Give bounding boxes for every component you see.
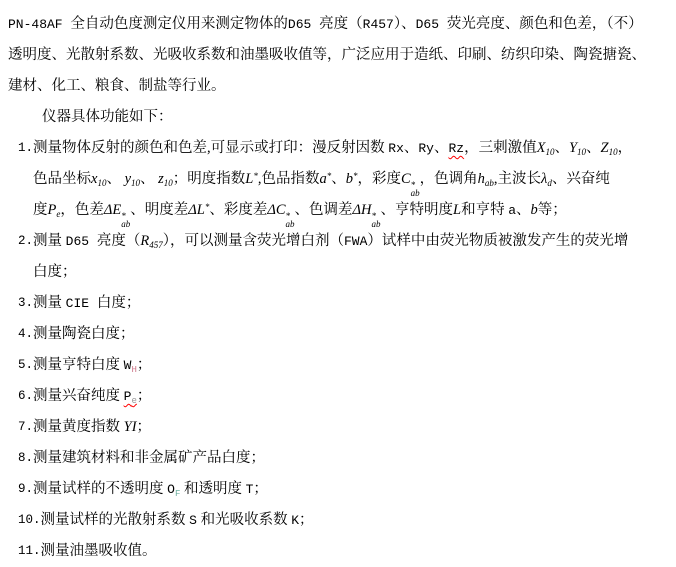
feature-list — [8, 133, 670, 567]
text-line — [33, 226, 670, 257]
text-run: 测量黄度指数 — [33, 419, 124, 435]
text-run: ，彩度 — [357, 171, 401, 187]
text-line — [41, 505, 670, 536]
text-run: 全自动色度测定仪用来测定物体的 — [70, 16, 288, 32]
list-item-body — [33, 133, 670, 229]
text-run: ， — [617, 140, 633, 156]
text-run: T — [245, 482, 254, 497]
list-item — [18, 319, 670, 350]
text-run: Rx — [388, 141, 404, 156]
list-item-number: 3. — [18, 296, 34, 310]
text-run: ，三刺激值 — [464, 140, 537, 156]
text-run: $y_{10}$ — [124, 171, 141, 188]
text-run: K — [291, 513, 300, 528]
text-run: 、兴奋纯 — [551, 171, 610, 187]
list-item-number: 2. — [18, 234, 34, 248]
text-line — [33, 133, 670, 164]
text-run: ； — [136, 419, 152, 435]
text-line — [33, 381, 670, 412]
text-run: ΔC * ab — [267, 202, 295, 229]
text-run: 、 — [516, 202, 531, 218]
text-run: $R_{457}$ — [140, 233, 163, 250]
text-run: ）试样中由荧光物质被激发产生的荧光增 — [367, 233, 629, 249]
text-run: 亮度（ — [319, 16, 363, 32]
text-run: ，色调角 — [419, 171, 478, 187]
text-run: 、 — [331, 171, 346, 187]
list-item — [18, 505, 670, 536]
text-run: Rz — [448, 141, 465, 156]
text-run: $z_{10}$ — [158, 171, 173, 188]
text-run: 、 — [140, 171, 159, 187]
list-item-body — [33, 412, 670, 443]
text-run: 测量兴奋纯度 — [33, 388, 124, 404]
text-run: 亮度（ — [96, 233, 141, 249]
text-run: 测量试样的不透明度 — [33, 481, 168, 497]
text-run: b — [530, 202, 538, 218]
list-item-number: 10. — [18, 513, 41, 527]
text-run: 、 — [433, 140, 449, 156]
text-line — [8, 71, 670, 102]
supsub-stack: * ab — [371, 211, 381, 229]
text-run: ΔL* — [188, 202, 210, 218]
text-run: 测量亨特白度 — [33, 357, 124, 373]
text-run: 荧光亮度、颜色和色差，（不） — [446, 16, 643, 32]
text-run: $\lambda_d$ — [541, 171, 552, 188]
text-run: 、 — [586, 140, 601, 156]
list-item-body — [33, 288, 670, 319]
text-run: 、 — [554, 140, 569, 156]
text-run: 、 — [106, 171, 125, 187]
text-run: L — [453, 202, 462, 218]
text-line — [33, 412, 670, 443]
text-run: 测量 — [33, 233, 66, 249]
list-item-number: 11. — [18, 544, 41, 558]
list-item-number: 7. — [18, 420, 34, 434]
text-run: 色品坐标 — [33, 171, 92, 187]
text-run: 透明度、光散射系数、光吸收系数和油墨吸收值等，广泛应用于造纸、印刷、纺织印染、陶瓷搪瓷、 — [8, 47, 646, 63]
text-run: 、色调差 — [294, 202, 353, 218]
list-item-body — [33, 319, 670, 350]
list-item — [18, 381, 670, 412]
text-run: $O_F$ — [167, 482, 181, 499]
list-item-number: 9. — [18, 482, 34, 496]
list-item-body — [33, 474, 670, 505]
list-item — [18, 443, 670, 474]
text-run: ），可以测量含荧光增白剂（ — [162, 233, 344, 249]
supsub-stack: * ab — [410, 180, 420, 198]
intro-paragraph — [8, 9, 670, 102]
list-item-number: 1. — [18, 141, 34, 155]
text-run: 测量试样的光散射系数 — [40, 512, 190, 528]
list-item — [18, 536, 670, 567]
text-run: D65 — [287, 17, 320, 32]
text-run: PN-48AF — [8, 17, 71, 32]
text-run: 白度； — [96, 295, 141, 311]
text-run: 测量建筑材料和非金属矿产品白度； — [33, 450, 266, 466]
text-run: ΔE * ab — [103, 202, 131, 229]
list-item — [18, 288, 670, 319]
text-run: $X_{10}$ — [536, 140, 555, 157]
supsub-stack: * ab — [121, 211, 131, 229]
text-run: b* — [345, 171, 358, 187]
text-run: $P_e$ — [123, 389, 137, 406]
text-run: 、亨特明度 — [380, 202, 453, 218]
text-line — [8, 40, 670, 71]
text-line — [33, 319, 670, 350]
list-item-number: 6. — [18, 389, 34, 403]
text-run: $Z_{10}$ — [600, 140, 618, 157]
list-item-number: 5. — [18, 358, 34, 372]
text-run: R457 — [362, 17, 394, 32]
list-item — [18, 133, 670, 229]
text-run: 和光吸收系数 — [196, 512, 292, 528]
text-run: 、 — [403, 140, 419, 156]
text-line — [33, 257, 670, 288]
list-item — [18, 412, 670, 443]
list-item-body — [33, 443, 670, 474]
list-item — [18, 474, 670, 505]
text-run: 和亨特 — [461, 202, 509, 218]
text-run: C * ab — [401, 171, 420, 198]
section-heading: 仪器具体功能如下： — [42, 109, 173, 125]
text-run: ； — [299, 512, 314, 528]
text-line — [33, 474, 670, 505]
text-run: 测量物体反射的颜色和色差,可显示或打印：漫反射因数 — [33, 140, 389, 156]
text-run: $Y_{10}$ — [568, 140, 587, 157]
text-run: 、明度差 — [130, 202, 189, 218]
text-run: S — [189, 513, 197, 528]
text-run: Ry — [418, 141, 434, 156]
list-item-body — [33, 226, 670, 288]
text-run: a* — [319, 171, 332, 187]
text-run: ,主波长 — [493, 171, 542, 187]
text-run: 度 — [33, 202, 48, 218]
text-line — [33, 350, 670, 381]
text-run: $h_{ab}$ — [477, 171, 494, 188]
text-line — [33, 443, 670, 474]
text-run: D65 — [415, 17, 447, 32]
text-run: L* — [245, 171, 258, 187]
text-run: 白度； — [33, 264, 77, 280]
text-run: $P_e$ — [47, 202, 61, 219]
text-run: ； — [136, 357, 152, 373]
text-run: ；明度指数 — [172, 171, 246, 187]
text-run: ，色差 — [60, 202, 104, 218]
text-run: 等； — [537, 202, 567, 218]
text-line — [33, 288, 670, 319]
text-run: a — [508, 203, 517, 218]
text-run: 建材、化工、粮食、制盐等行业。 — [8, 78, 226, 94]
text-line — [41, 536, 670, 567]
text-run: 和透明度 — [180, 481, 246, 497]
list-item-body — [33, 381, 670, 412]
text-run: D65 — [65, 234, 97, 249]
text-run: ΔH * ab — [352, 202, 381, 229]
list-item — [18, 226, 670, 288]
text-run: 测量 — [33, 295, 66, 311]
list-item — [18, 350, 670, 381]
list-item-number: 8. — [18, 451, 34, 465]
text-run: $W_H$ — [123, 358, 137, 375]
list-item-number: 4. — [18, 327, 34, 341]
text-run: ； — [253, 481, 268, 497]
text-run: 测量油墨吸收值。 — [40, 543, 157, 559]
list-item-body — [33, 350, 670, 381]
text-line — [8, 9, 670, 40]
text-line — [33, 195, 670, 229]
text-run: 测量陶瓷白度； — [33, 326, 135, 342]
supsub-stack: * ab — [285, 211, 295, 229]
text-run: YI — [123, 419, 137, 435]
text-run: $x_{10}$ — [91, 171, 107, 188]
text-run: CIE — [65, 296, 97, 311]
text-run: ； — [136, 388, 152, 404]
text-run: ）、 — [393, 16, 416, 32]
text-line — [33, 164, 670, 198]
list-item-body — [41, 536, 670, 567]
text-run: 、彩度差 — [209, 202, 268, 218]
text-run: FWA — [343, 234, 368, 249]
text-run: ,色品指数 — [257, 171, 320, 187]
list-item-body — [41, 505, 670, 536]
